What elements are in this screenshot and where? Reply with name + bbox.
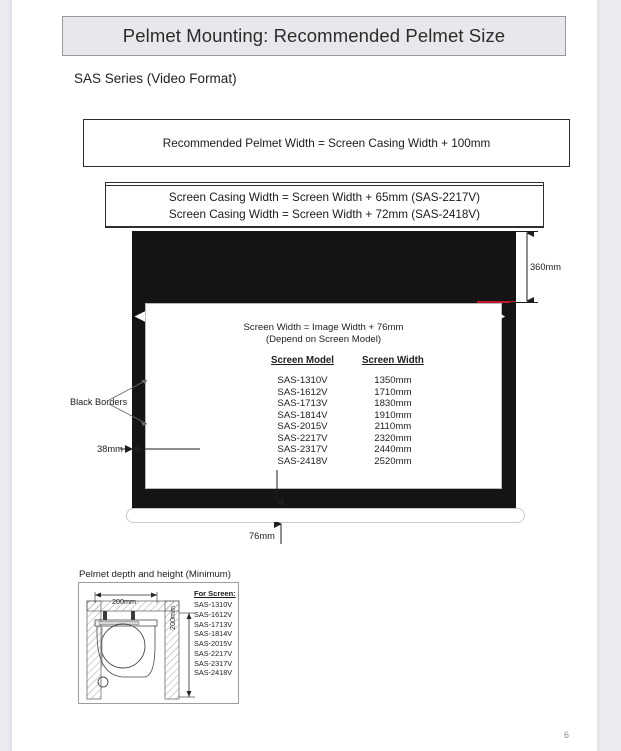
- screen-width-dimension-arrow: [132, 311, 516, 322]
- cell-screen-width: 2440mm: [374, 444, 412, 456]
- detail-model-item: SAS-1310V: [194, 600, 233, 610]
- series-subtitle: SAS Series (Video Format): [74, 71, 237, 86]
- table-row: [257, 410, 438, 422]
- pelmet-width-formula: Recommended Pelmet Width = Screen Casing Width + 100mm: [162, 136, 491, 150]
- detail-model-item: SAS-1612V: [194, 609, 233, 619]
- cell-screen-model: SAS-2418V: [277, 455, 328, 467]
- pelmet-width-formula-box: [83, 119, 570, 167]
- detail-model-item: SAS-2015V: [194, 639, 233, 649]
- side-border-dimension-arrow: [130, 443, 200, 455]
- bottom-border-dimension-arrow: [274, 522, 288, 546]
- casing-width-formula-box: [105, 182, 544, 228]
- column-header-screen-width: Screen Width: [362, 355, 424, 366]
- casing-width-formula-2217: Screen Casing Width = Screen Width + 65mm (SAS-2217V): [168, 190, 481, 204]
- document-page: [12, 0, 597, 751]
- screen-width-note-line1: Screen Width = Image Width + 76mm: [243, 322, 404, 333]
- cell-screen-width: 1910mm: [374, 409, 412, 421]
- detail-model-item: SAS-2418V: [194, 668, 233, 678]
- cell-screen-model: SAS-2217V: [277, 432, 328, 444]
- bottom-border-label: 76mm: [249, 531, 275, 541]
- black-borders-label: Black Borders: [70, 397, 128, 407]
- detail-model-item: SAS-2217V: [194, 648, 233, 658]
- casing-top-edge: [132, 230, 516, 231]
- screen-width-note-line2: (Depend on Screen Model): [265, 334, 382, 346]
- drop-extension-line-bottom: [510, 302, 538, 303]
- column-header-screen-model: Screen Model: [271, 355, 334, 366]
- table-row: [257, 421, 438, 433]
- cell-screen-width: 1830mm: [374, 398, 412, 410]
- bracket-right: [131, 611, 135, 620]
- table-row: [257, 398, 438, 410]
- casing-outline: [97, 626, 155, 677]
- drop-height-label: 360mm: [530, 262, 562, 272]
- cell-screen-width: 2520mm: [374, 455, 412, 467]
- cell-screen-model: SAS-2015V: [277, 421, 328, 433]
- roller-tube: [101, 624, 145, 668]
- detail-model-item: SAS-1713V: [194, 619, 233, 629]
- bracket-left: [103, 611, 107, 620]
- cell-screen-model: SAS-1814V: [277, 409, 328, 421]
- table-row: [257, 387, 438, 399]
- table-header-row: [257, 355, 438, 375]
- casing-width-formula-2418: Screen Casing Width = Screen Width + 72mm (SAS-2418V): [168, 207, 481, 221]
- cell-screen-width: 1350mm: [374, 375, 412, 386]
- detail-panel-title: Pelmet depth and height (Minimum): [79, 569, 231, 580]
- screen-width-note: [145, 322, 502, 347]
- screen-model-table: [257, 355, 438, 467]
- cell-screen-model: SAS-1310V: [277, 375, 328, 386]
- pelmet-height-label: 200mm: [168, 606, 177, 630]
- bottom-border-pointer-arrow: [267, 470, 287, 510]
- page-title-banner: [62, 16, 566, 56]
- table-row: [257, 456, 438, 468]
- detail-model-item: SAS-2317V: [194, 658, 233, 668]
- page-shadow-right: [597, 0, 600, 751]
- cell-screen-width: 2110mm: [374, 421, 412, 433]
- cell-screen-model: SAS-1713V: [277, 398, 328, 410]
- cell-screen-width: 2320mm: [374, 432, 412, 444]
- table-row: [257, 433, 438, 445]
- table-row: [257, 375, 438, 387]
- detail-model-item: SAS-1814V: [194, 629, 233, 639]
- cell-screen-model: SAS-1612V: [277, 386, 328, 398]
- screen-weight-bar: [126, 508, 525, 523]
- cell-screen-width: 1710mm: [374, 386, 412, 398]
- drop-extension-line-top: [516, 231, 538, 232]
- detail-model-list: [194, 589, 236, 678]
- page-number-footer: [12, 730, 597, 740]
- page-title: Pelmet Mounting: Recommended Pelmet Size: [122, 25, 506, 46]
- page-number-value: 6: [563, 730, 569, 740]
- side-border-label: 38mm: [97, 444, 123, 454]
- pelmet-depth-label: 200mm: [112, 597, 136, 606]
- for-screen-header: For Screen:: [194, 589, 236, 598]
- cell-screen-model: SAS-2317V: [277, 444, 328, 456]
- table-row: [257, 444, 438, 456]
